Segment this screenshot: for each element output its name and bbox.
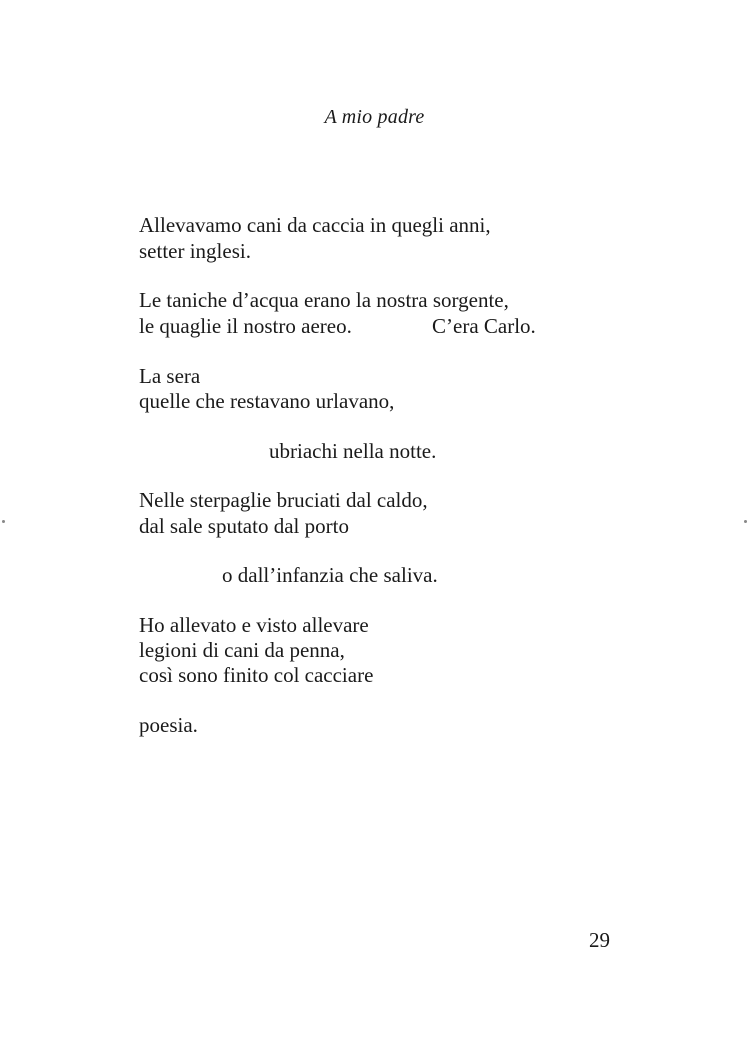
poem-line: poesia. (139, 713, 198, 737)
page-edge-mark-right (744, 520, 747, 523)
page-number: 29 (589, 928, 610, 952)
poem-line: Allevavamo cani da caccia in quegli anni, (139, 213, 491, 237)
dedication: A mio padre (324, 106, 425, 128)
poem-line: C’era Carlo. (432, 314, 536, 338)
poem-line: ubriachi nella notte. (269, 439, 437, 463)
poem-line: La sera (139, 364, 201, 388)
poem-line: così sono finito col cacciare (139, 663, 374, 687)
poem-line: quelle che restavano urlavano, (139, 389, 395, 413)
poem-line: Le taniche d’acqua erano la nostra sorgente, (139, 288, 509, 312)
poem-line: Nelle sterpaglie bruciati dal caldo, (139, 488, 428, 512)
poem-line: setter inglesi. (139, 239, 251, 263)
poem-line: o dall’infanzia che saliva. (222, 563, 438, 587)
poem-line: dal sale sputato dal porto (139, 514, 349, 538)
page-edge-mark-left (2, 520, 5, 523)
poem-line: le quaglie il nostro aereo. (139, 314, 352, 338)
poem-line: legioni di cani da penna, (139, 638, 345, 662)
poem-line: Ho allevato e visto allevare (139, 613, 369, 637)
